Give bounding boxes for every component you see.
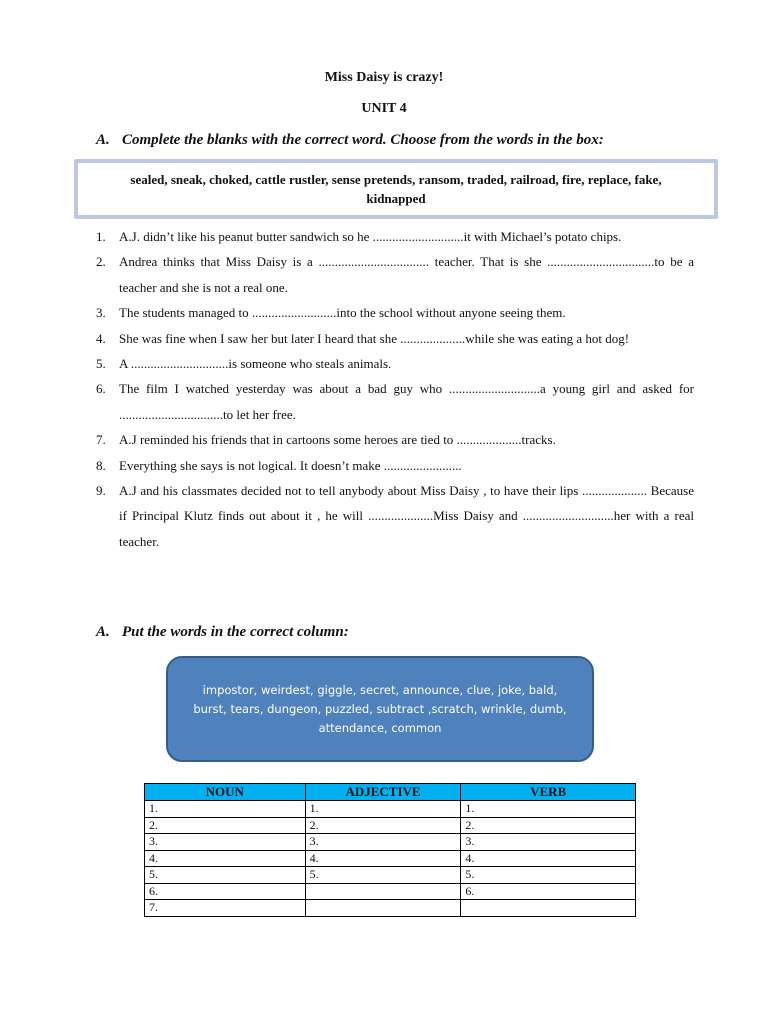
question-number: 8. <box>96 457 106 473</box>
word-bank-box-a <box>74 159 718 219</box>
question-item <box>96 478 694 554</box>
verb-cell[interactable]: 2. <box>461 817 636 834</box>
question-item <box>96 376 694 427</box>
noun-cell[interactable]: 7. <box>145 900 306 917</box>
verb-cell[interactable]: 6. <box>461 883 636 900</box>
table-row <box>145 817 636 834</box>
question-text: She was fine when I saw her but later I heard that she ....................while she was eating a hot dog! <box>119 330 630 346</box>
question-text: A.J and his classmates decided not to tell anybody about Miss Daisy , to have their lips .................... Because if Principal Klutz finds out about it , he will ....................Miss Daisy and ............................her with a real teacher. <box>119 483 694 549</box>
word-bank-box-b <box>166 656 594 762</box>
table-row <box>145 900 636 917</box>
noun-column-header: NOUN <box>145 784 306 801</box>
section-b-letter: A. <box>96 624 110 640</box>
noun-cell[interactable]: 2. <box>145 817 306 834</box>
question-text: A.J reminded his friends that in cartoons some heroes are tied to ....................tracks. <box>119 432 556 448</box>
adjective-column-header: ADJECTIVE <box>305 784 461 801</box>
question-item <box>96 300 694 325</box>
question-number: 7. <box>96 432 106 448</box>
adjective-cell[interactable] <box>305 883 461 900</box>
question-text: The film I watched yesterday was about a bad guy who ............................a young girl and asked for ................................to let her free. <box>119 381 694 422</box>
section-b-instruction: Put the words in the correct column: <box>122 624 349 640</box>
noun-cell[interactable]: 1. <box>145 801 306 818</box>
unit-label: UNIT 4 <box>361 101 407 116</box>
worksheet-title: Miss Daisy is crazy! <box>324 70 444 85</box>
table-row <box>145 867 636 884</box>
adjective-cell[interactable] <box>305 900 461 917</box>
table-row <box>145 883 636 900</box>
section-a-instruction: Complete the blanks with the correct word. Choose from the words in the box: <box>122 132 604 148</box>
adjective-cell[interactable]: 3. <box>305 834 461 851</box>
table-body <box>145 801 636 917</box>
noun-cell[interactable]: 4. <box>145 850 306 867</box>
question-item <box>96 249 694 300</box>
verb-cell[interactable]: 4. <box>461 850 636 867</box>
question-item <box>96 453 694 478</box>
question-number: 6. <box>96 381 106 397</box>
verb-cell[interactable]: 1. <box>461 801 636 818</box>
word-category-table <box>144 783 636 917</box>
question-number: 3. <box>96 305 106 321</box>
table-row <box>145 801 636 818</box>
verb-column-header: VERB <box>461 784 636 801</box>
question-item <box>96 326 694 351</box>
question-number: 9. <box>96 483 106 499</box>
question-item <box>96 351 694 376</box>
section-a-letter: A. <box>96 132 110 148</box>
question-text: A ..............................is someone who steals animals. <box>119 356 392 372</box>
table-header-row <box>145 784 636 801</box>
word-bank-b-text: impostor, weirdest, giggle, secret, announce, clue, joke, bald, burst, tears, dungeon, puzzled, subtract ,scratch, wrinkle, dumb, attendance, common <box>193 682 567 735</box>
adjective-cell[interactable]: 1. <box>305 801 461 818</box>
verb-cell[interactable] <box>461 900 636 917</box>
word-bank-a-text: sealed, sneak, choked, cattle rustler, sense pretends, ransom, traded, railroad, fire, replace, fake, kidnapped <box>130 172 662 206</box>
verb-cell[interactable]: 5. <box>461 867 636 884</box>
question-item <box>96 427 694 452</box>
noun-cell[interactable]: 6. <box>145 883 306 900</box>
table-row <box>145 850 636 867</box>
question-number: 4. <box>96 330 106 346</box>
noun-cell[interactable]: 5. <box>145 867 306 884</box>
verb-cell[interactable]: 3. <box>461 834 636 851</box>
adjective-cell[interactable]: 2. <box>305 817 461 834</box>
section-b-heading <box>96 624 349 641</box>
fill-in-questions-list <box>96 224 694 554</box>
question-item <box>96 224 694 249</box>
question-text: Everything she says is not logical. It doesn’t make ........................ <box>119 457 462 473</box>
question-number: 1. <box>96 229 106 244</box>
question-text: The students managed to ..........................into the school without anyone seeing them. <box>119 305 566 321</box>
noun-cell[interactable]: 3. <box>145 834 306 851</box>
question-number: 2. <box>96 254 106 270</box>
adjective-cell[interactable]: 4. <box>305 850 461 867</box>
question-text: A.J. didn’t like his peanut butter sandwich so he ............................it with Michael’s potato chips. <box>119 229 622 244</box>
section-a-heading <box>96 132 604 149</box>
table-row <box>145 834 636 851</box>
question-number: 5. <box>96 356 106 372</box>
adjective-cell[interactable]: 5. <box>305 867 461 884</box>
question-text: Andrea thinks that Miss Daisy is a .................................. teacher. That is she .................................to be a teacher and she is not a real one. <box>119 254 694 295</box>
